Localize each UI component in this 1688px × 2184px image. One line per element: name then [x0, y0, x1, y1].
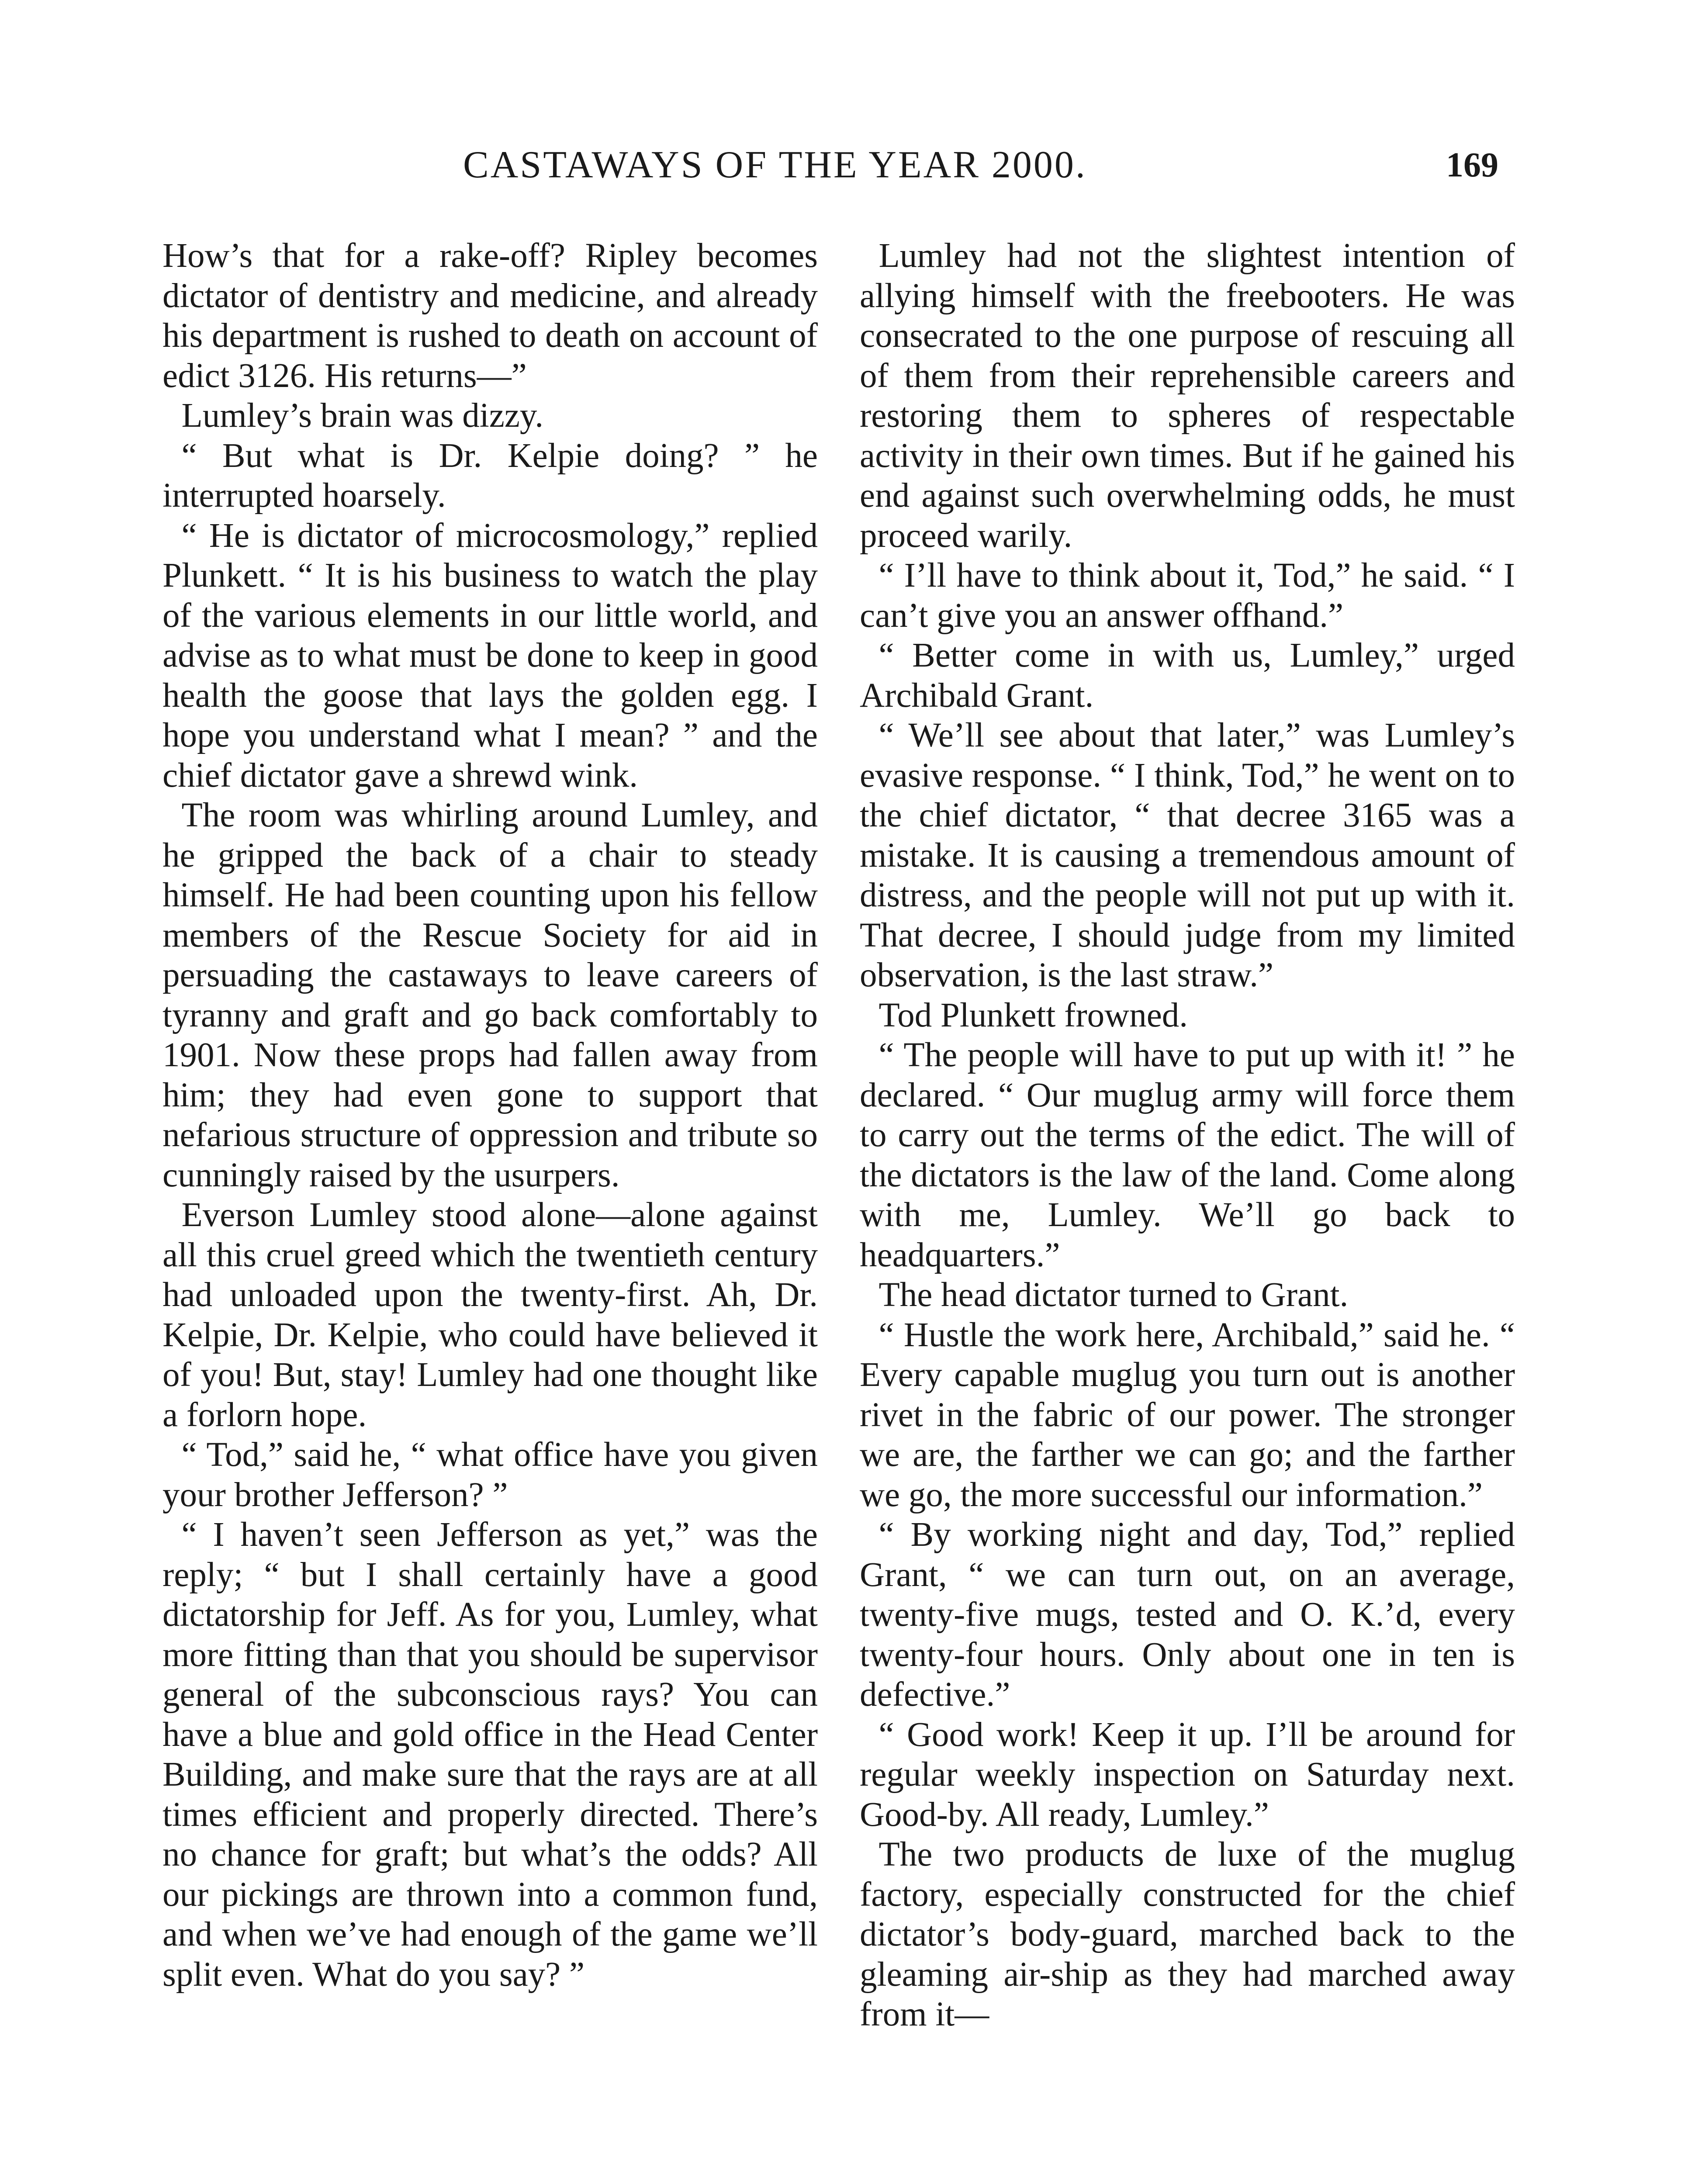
- left-column: [163, 236, 818, 1994]
- paragraph: “ By working night and day, Tod,” replied Grant, “ we can turn out, on an average, twenty-five mugs, tested and O. K.’d, every twenty-four hours. Only about one in ten is defective.”: [860, 1516, 1515, 1714]
- paragraph: “ The people will have to put up with it! ” he declared. “ Our muglug army will force them to carry out the terms of the edict. The will of the dictators is the law of the land. Come along with me, Lumley. We’ll go back to headquarters.”: [860, 1036, 1515, 1274]
- paragraph: “ Better come in with us, Lumley,” urged Archibald Grant.: [860, 636, 1515, 715]
- paragraph: “ We’ll see about that later,” was Lumley’s evasive response. “ I think, Tod,” he went on to the chief dictator, “ that decree 3165 was a mistake. It is causing a tremendous amount of distress, and the people will not put up with it. That decree, I should judge from my limited observation, is the last straw.”: [860, 716, 1515, 994]
- paragraph: Lumley’s brain was dizzy.: [181, 397, 543, 435]
- paragraph: “ I’ll have to think about it, Tod,” he said. “ I can’t give you an answer offhand.”: [860, 556, 1515, 635]
- page-number: 169: [1446, 146, 1498, 184]
- paragraph: “ Hustle the work here, Archibald,” said he. “ Every capable muglug you turn out is another rivet in the fabric of our power. The stronger we are, the farther we can go; and the farther we go, the more successful our information.”: [860, 1316, 1515, 1514]
- paragraph: “ I haven’t seen Jefferson as yet,” was the reply; “ but I shall certainly have a good dictatorship for Jeff. As for you, Lumley, what more fitting than that you should be supervisor general of the subconscious rays? You can have a blue and gold office in the Head Center Building, and make sure that the rays are at all times efficient and properly directed. There’s no chance for graft; but what’s the odds? All our pickings are thrown into a common fund, and when we’ve had enough of the game we’ll split even. What do you say? ”: [163, 1516, 818, 1994]
- paragraph: How’s that for a rake-off? Ripley becomes dictator of dentistry and medicine, and already his department is rushed to death on account of edict 3126. His returns—”: [163, 237, 818, 395]
- paragraph: Lumley had not the slightest intention of allying himself with the freebooters. He was consecrated to the one purpose of rescuing all of them from their reprehensible careers and restoring them to spheres of respectable activity in their own times. But if he gained his end against such overwhelming odds, he must proceed warily.: [860, 237, 1515, 555]
- paragraph: The room was whirling around Lumley, and he gripped the back of a chair to steady himself. He had been counting upon his fellow members of the Rescue Society for aid in persuading the castaways to leave careers of tyranny and graft and go back comfortably to 1901. Now these props had fallen away from him; they had even gone to support that nefarious structure of oppression and tribute so cunningly raised by the usurpers.: [163, 796, 818, 1194]
- paragraph: “ Tod,” said he, “ what office have you given your brother Jefferson? ”: [163, 1436, 818, 1514]
- paragraph: “ But what is Dr. Kelpie doing? ” he interrupted hoarsely.: [163, 436, 818, 515]
- paragraph: Tod Plunkett frowned.: [879, 996, 1188, 1034]
- page-header: [0, 139, 1688, 191]
- right-column: [860, 236, 1515, 2035]
- paragraph: The head dictator turned to Grant.: [879, 1276, 1349, 1314]
- running-title: CASTAWAYS OF THE YEAR 2000.: [463, 144, 1087, 186]
- paragraph: Everson Lumley stood alone—alone against all this cruel greed which the twentieth century had unloaded upon the twenty-first. Ah, Dr. Kelpie, Dr. Kelpie, who could have believed it of you! But, stay! Lumley had one thought like a forlorn hope.: [163, 1196, 818, 1434]
- paragraph: The two products de luxe of the muglug factory, especially constructed for the chief dictator’s body-guard, marched back to the gleaming air-ship as they had marched away from it—: [860, 1835, 1515, 2033]
- paragraph: “ He is dictator of microcosmology,” replied Plunkett. “ It is his business to watch the play of the various elements in our little world, and advise as to what must be done to keep in good health the goose that lays the golden egg. I hope you understand what I mean? ” and the chief dictator gave a shrewd wink.: [163, 516, 818, 795]
- paragraph: “ Good work! Keep it up. I’ll be around for regular weekly inspection on Saturday next. Good-by. All ready, Lumley.”: [860, 1715, 1515, 1834]
